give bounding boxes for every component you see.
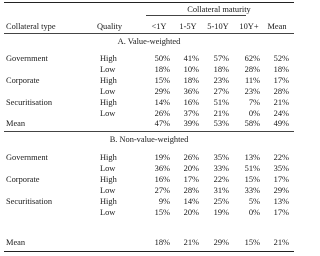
mean-cell: 15% [244,238,260,247]
header-rule [4,33,294,34]
row-label-type: Government [6,54,48,63]
row-label-quality: Low [100,65,116,74]
table-cell: 28% [244,65,260,74]
table-cell: 17% [273,208,289,217]
table-cell: 51% [213,98,229,107]
table-cell: 26% [183,153,199,162]
table-cell: 15% [154,76,170,85]
row-label-type: Government [6,153,48,162]
row-label-quality: Low [100,164,116,173]
table-cell: 18% [183,76,199,85]
table-cell: 21% [213,109,229,118]
table-cell: 17% [273,76,289,85]
table-cell: 33% [244,186,260,195]
row-label-quality: High [100,153,117,162]
col-header-lt1y: <1Y [151,22,167,31]
row-label-quality: High [100,175,117,184]
table-cell: 7% [248,98,260,107]
table-cell: 28% [183,186,199,195]
table-cell: 13% [244,153,260,162]
table-cell: 0% [248,208,260,217]
table-cell: 14% [183,197,199,206]
table-cell: 37% [183,109,199,118]
section-a-title: A. Value-weighted [117,37,181,46]
table-cell: 15% [154,208,170,217]
table-cell: 18% [273,65,289,74]
mean-row-label: Mean [6,119,26,128]
mean-row-label: Mean [6,238,26,247]
table-cell: 16% [154,175,170,184]
row-label-quality: High [100,98,117,107]
mean-cell: 39% [183,119,199,128]
table-cell: 31% [213,186,229,195]
table-cell: 20% [183,208,199,217]
row-label-quality: High [100,197,117,206]
section-a-rule [4,131,294,132]
table-cell: 29% [154,87,170,96]
row-label-quality: Low [100,186,116,195]
row-label-quality: High [100,76,117,85]
table-cell: 29% [273,186,289,195]
table-cell: 16% [183,98,199,107]
table-cell: 51% [244,164,260,173]
mean-cell: 29% [213,238,229,247]
table-cell: 50% [154,54,170,63]
table-cell: 36% [154,164,170,173]
table-cell: 0% [248,109,260,118]
table-cell: 10% [183,65,199,74]
col-header-1-5y: 1-5Y [179,22,197,31]
group-header: Collateral maturity [187,5,251,14]
section-b-title: B. Non-value-weighted [109,135,189,144]
col-header-10yplus: 10Y+ [239,22,259,31]
table-cell: 18% [154,65,170,74]
table-cell: 62% [244,54,260,63]
table-cell: 35% [213,153,229,162]
table-cell: 21% [273,98,289,107]
table-cell: 24% [273,109,289,118]
table-cell: 33% [213,164,229,173]
col-header-quality: Quality [97,22,123,31]
col-header-mean: Mean [267,22,287,31]
mean-cell: 49% [273,119,289,128]
table-cell: 19% [213,208,229,217]
table-cell: 36% [183,87,199,96]
table-cell: 18% [213,65,229,74]
table-cell: 14% [154,98,170,107]
table-cell: 26% [154,109,170,118]
mean-cell: 58% [244,119,260,128]
table-cell: 52% [273,54,289,63]
table-cell: 22% [273,153,289,162]
row-label-type: Corporate [6,76,40,85]
table-cell: 19% [154,153,170,162]
table-cell: 25% [213,197,229,206]
mean-cell: 21% [273,238,289,247]
table-cell: 15% [244,175,260,184]
table-cell: 20% [183,164,199,173]
bottom-rule [4,251,294,252]
table-cell: 22% [213,175,229,184]
table-cell: 23% [244,87,260,96]
col-header-type: Collateral type [6,22,56,31]
row-label-quality: Low [100,208,116,217]
table-cell: 28% [273,87,289,96]
table-cell: 17% [273,175,289,184]
top-rule [4,2,294,3]
mean-cell: 21% [183,238,199,247]
mean-cell: 47% [154,119,170,128]
table-cell: 17% [183,175,199,184]
table-cell: 41% [183,54,199,63]
row-label-type: Securitisation [6,98,53,107]
table-cell: 27% [154,186,170,195]
row-label-type: Corporate [6,175,40,184]
group-underline [146,15,246,16]
table-cell: 23% [213,76,229,85]
table-cell: 11% [244,76,260,85]
table-cell: 9% [158,197,170,206]
row-label-type: Securitisation [6,197,53,206]
col-header-5-10y: 5-10Y [207,22,229,31]
table-cell: 27% [213,87,229,96]
table-cell: 5% [248,197,260,206]
mean-cell: 18% [154,238,170,247]
table-cell: 57% [213,54,229,63]
row-label-quality: Low [100,109,116,118]
table-cell: 13% [273,197,289,206]
table-cell: 35% [273,164,289,173]
row-label-quality: Low [100,87,116,96]
row-label-quality: High [100,54,117,63]
mean-cell: 53% [213,119,229,128]
